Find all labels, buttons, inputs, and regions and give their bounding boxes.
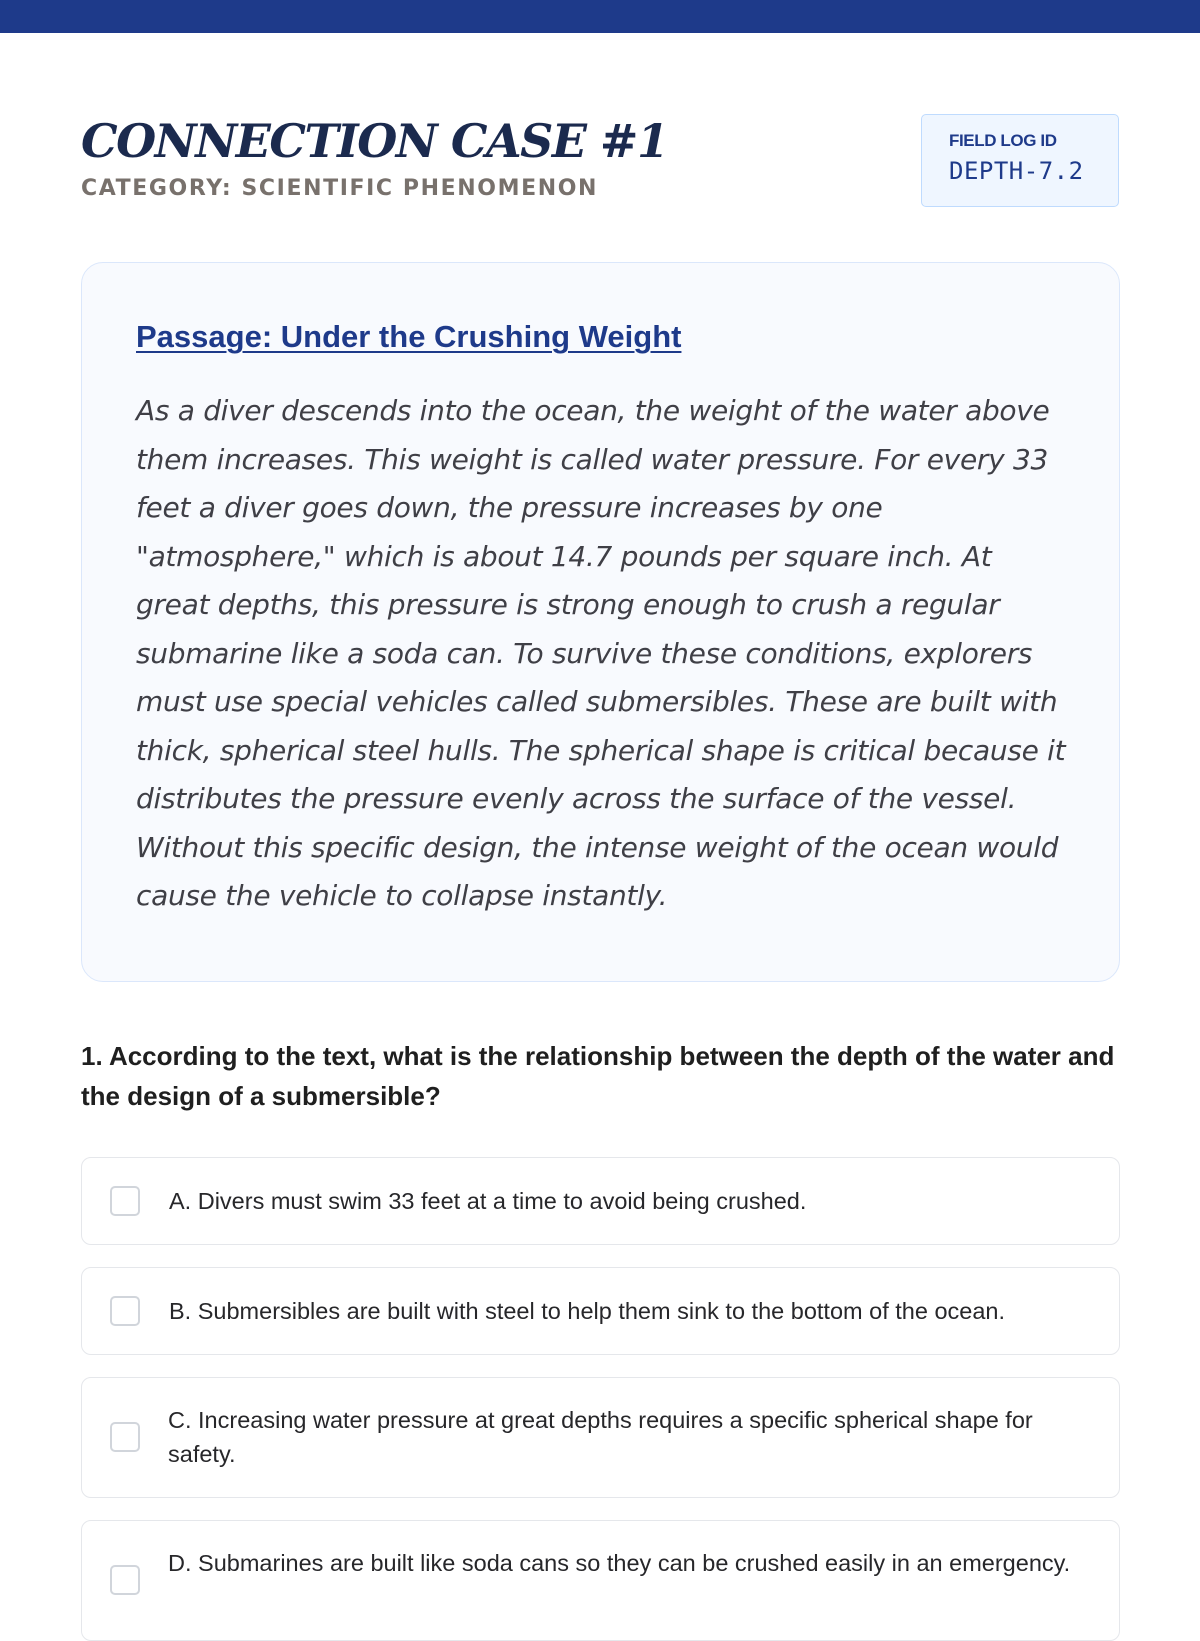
answer-option-b[interactable]: [81, 1267, 1120, 1355]
case-title: CONNECTION CASE #1: [81, 114, 668, 168]
question-text: 1. According to the text, what is the relationship between the depth of the water and the design of a submersible?: [81, 1041, 1115, 1111]
field-log-label: FIELD LOG ID: [949, 131, 1057, 150]
answer-option-d-label: D. Submarines are built like soda cans so they can be crushed easily in an emergency.: [168, 1550, 1071, 1576]
case-category: CATEGORY: SCIENTIFIC PHENOMENON: [81, 176, 599, 201]
answer-option-c-label: C. Increasing water pressure at great depths requires a specific spherical shape for safety.: [168, 1407, 1033, 1467]
answer-option-c[interactable]: [81, 1377, 1120, 1498]
passage-card: [81, 262, 1120, 982]
top-accent-bar: [0, 0, 1200, 33]
answer-checkbox-b[interactable]: [110, 1296, 140, 1326]
field-log-box: [921, 114, 1119, 207]
passage-text: As a diver descends into the ocean, the weight of the water above them increases. This weight is called water pressure. For every 33 feet a diver goes down, the pressure increases by one "atmosphere," which is about 14.7 pounds per square inch. At great depths, this pressure is strong enough to crush a regular submarine like a soda can. To survive these conditions, explorers must use special vehicles called submersibles. These are built with thick, spherical steel hulls. The spherical shape is critical because it distributes the pressure evenly across the surface of the vessel. Without this specific design, the intense weight of the ocean would cause the vehicle to collapse instantly.: [136, 394, 1066, 912]
answer-option-b-label: B. Submersibles are built with steel to help them sink to the bottom of the ocean.: [169, 1298, 1006, 1324]
answer-checkbox-c[interactable]: [110, 1422, 140, 1452]
field-log-value: DEPTH-7.2: [949, 157, 1084, 185]
answer-checkbox-a[interactable]: [110, 1186, 140, 1216]
passage-title: Passage: Under the Crushing Weight: [136, 319, 682, 354]
answer-option-a-label: A. Divers must swim 33 feet at a time to avoid being crushed.: [169, 1188, 807, 1214]
answer-checkbox-d[interactable]: [110, 1565, 140, 1595]
answer-option-d[interactable]: [81, 1520, 1120, 1641]
answer-option-a[interactable]: [81, 1157, 1120, 1245]
